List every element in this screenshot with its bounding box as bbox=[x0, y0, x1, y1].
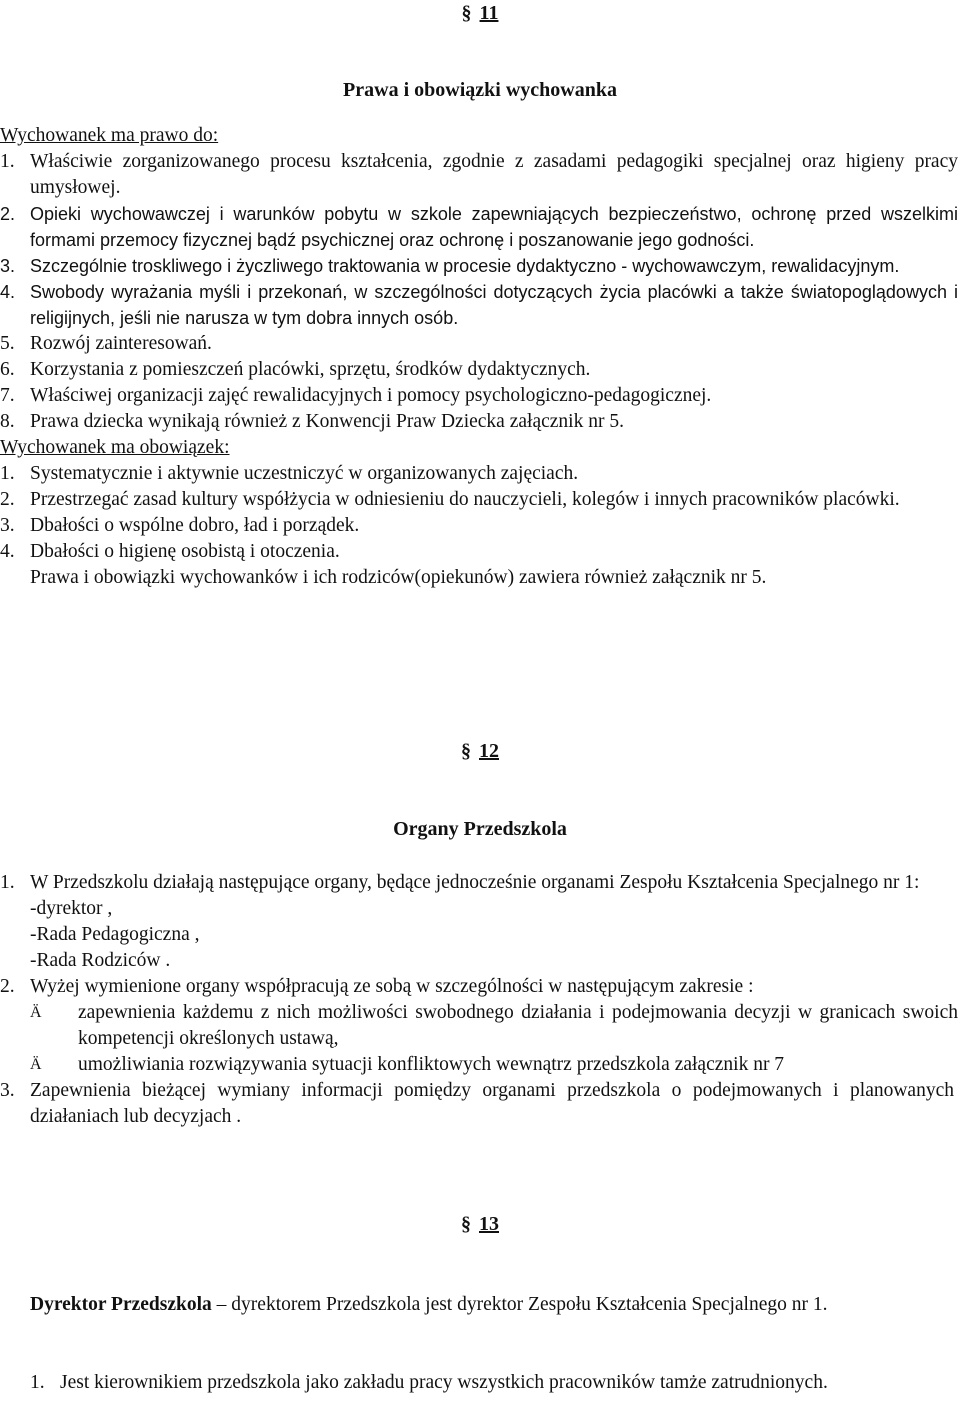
list-item: 4. Swobody wyrażania myśli i przekonań, w szczególności dotyczących życia placówki a także światopoglądowych i religijnych, jeśli nie narusza w tym dobra innych osób. bbox=[0, 282, 958, 328]
section-symbol: § bbox=[461, 2, 472, 24]
bullet-item: Ä zapewnienia każdemu z nich możliwości swobodnego działania i podejmowania decyzji w granicach swoich kompetencji określonych ustawą, bbox=[0, 1000, 958, 1052]
section-symbol: § bbox=[461, 740, 471, 762]
rights-section bbox=[0, 123, 958, 591]
organs-section bbox=[0, 870, 958, 1130]
organ-dyrektor: -dyrektor , bbox=[30, 898, 113, 919]
section-13-number bbox=[0, 1213, 960, 1236]
list-item: 8. Prawa dziecka wynikają również z Konwencji Praw Dziecka załącznik nr 5. bbox=[0, 411, 624, 432]
list-item: 3. Szczególnie troskliwego i życzliwego traktowania w procesie dydaktyczno - wychowawczym, rewalidacyjnym. bbox=[0, 256, 900, 276]
list-item: 3. Dbałości o wspólne dobro, ład i porządek. bbox=[0, 515, 360, 536]
list-item: 1. Systematycznie i aktywnie uczestniczyć w organizowanych zajęciach. bbox=[0, 463, 579, 484]
section-12-number bbox=[0, 740, 960, 763]
list-item: 3. Zapewnienia bieżącej wymiany informacji pomiędzy organami przedszkola o podejmowanych i planowanych działaniach lub decyzjach . bbox=[0, 1080, 954, 1127]
list-item: 2. Przestrzegać zasad kultury współżycia w odniesieniu do nauczycieli, kolegów i innych pracowników placówki. bbox=[0, 489, 900, 510]
section-12-title: Organy Przedszkola bbox=[393, 818, 567, 840]
section-11-number bbox=[0, 2, 960, 25]
section-number: 12 bbox=[479, 740, 499, 762]
director-duties bbox=[30, 1370, 958, 1396]
director-text: – dyrektorem Przedszkola jest dyrektor Zespołu Kształcenia Specjalnego nr 1. bbox=[211, 1294, 828, 1315]
director-paragraph bbox=[0, 1292, 958, 1318]
section-symbol: § bbox=[461, 1213, 471, 1235]
closing-note: Prawa i obowiązki wychowanków i ich rodziców(opiekunów) zawiera również załącznik nr 5. bbox=[30, 567, 767, 588]
list-item: 2. Opieki wychowawczej i warunków pobytu w szkole zapewniających bezpieczeństwo, ochronę przed wszelkimi formami przemocy fizycznej bądź psychicznej oraz ochronę i poszanowanie jego godności. bbox=[0, 204, 958, 250]
bullet-item: Ä umożliwiania rozwiązywania sytuacji konfliktowych wewnątrz przedszkola załącznik nr 7 bbox=[0, 1052, 958, 1078]
list-item: 1. W Przedszkolu działają następujące organy, będące jednocześnie organami Zespołu Kształcenia Specjalnego nr 1: bbox=[0, 872, 920, 893]
list-item: 2. Wyżej wymienione organy współpracują ze sobą w szczególności w następującym zakresie : bbox=[0, 976, 754, 997]
section-number: 13 bbox=[479, 1213, 499, 1235]
bullet-icon: Ä bbox=[30, 1004, 42, 1021]
section-number: 11 bbox=[479, 2, 499, 24]
list-item: 5. Rozwój zainteresowań. bbox=[0, 333, 212, 354]
bullet-icon: Ä bbox=[30, 1056, 42, 1073]
organ-rada-rodzicow: -Rada Rodziców . bbox=[30, 950, 171, 971]
director-label: Dyrektor Przedszkola bbox=[30, 1294, 212, 1315]
organ-rada-pedagogiczna: -Rada Pedagogiczna , bbox=[30, 924, 200, 945]
rights-header: Wychowanek ma prawo do: bbox=[0, 125, 219, 146]
duties-header: Wychowanek ma obowiązek: bbox=[0, 437, 230, 458]
list-item: 1. Jest kierownikiem przedszkola jako zakładu pracy wszystkich pracowników tamże zatrudnionych. bbox=[30, 1372, 828, 1393]
section-11-title: Prawa i obowiązki wychowanka bbox=[343, 79, 617, 101]
list-item: 7. Właściwej organizacji zajęć rewalidacyjnych i pomocy psychologiczno-pedagogicznej. bbox=[0, 385, 712, 406]
list-item: 6. Korzystania z pomieszczeń placówki, sprzętu, środków dydaktycznych. bbox=[0, 359, 591, 380]
list-item: 4. Dbałości o higienę osobistą i otoczenia. bbox=[0, 541, 340, 562]
list-item: 1. Właściwie zorganizowanego procesu kształcenia, zgodnie z zasadami pedagogiki specjalnej oraz higieny pracy umysłowej. bbox=[0, 151, 958, 198]
